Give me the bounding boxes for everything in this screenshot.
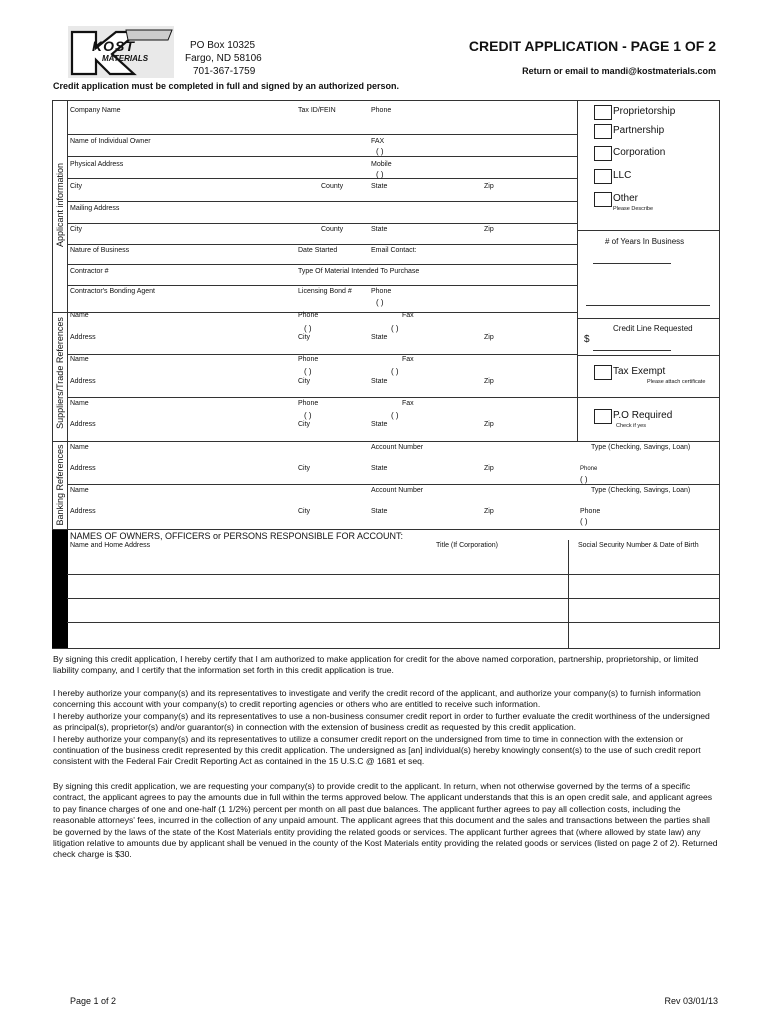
bank2-city-label: City [298, 508, 311, 515]
phone2-area-code[interactable]: ( ) [376, 298, 384, 307]
supplier1-state-label: State [371, 334, 388, 341]
bank2-account-label: Account Number [371, 487, 424, 494]
label-county2: County [321, 226, 344, 233]
supplier1-phone-label: Phone [298, 312, 319, 319]
bank1-phone-label: Phone [580, 466, 598, 472]
bank2-address-label: Address [70, 508, 96, 515]
corporation-checkbox[interactable] [594, 146, 612, 161]
label-credit-line: Credit Line Requested [613, 324, 693, 333]
label-corporation: Corporation [613, 147, 666, 158]
supplier2-phone-area[interactable]: ( ) [304, 367, 312, 376]
section-label-banking: Banking References [55, 444, 65, 526]
company-logo [68, 26, 174, 78]
page-title: CREDIT APPLICATION - PAGE 1 OF 2 [468, 38, 716, 54]
label-city2: City [70, 226, 83, 233]
label-licensing-bond: Licensing Bond # [298, 288, 352, 295]
bank1-zip-label: Zip [484, 465, 494, 472]
label-city: City [70, 183, 83, 190]
supplier3-phone-label: Phone [298, 400, 319, 407]
label-zip: Zip [484, 183, 494, 190]
address-line2: Fargo, ND 58106 [185, 53, 262, 64]
supplier1-fax-area[interactable]: ( ) [391, 324, 399, 333]
bank1-account-label: Account Number [371, 444, 424, 451]
fax-area-code[interactable]: ( ) [376, 147, 384, 156]
other-note: Please Describe [613, 206, 654, 212]
tax-exempt-note: Please attach certificate [647, 379, 706, 385]
bank2-phone-area[interactable]: ( ) [580, 517, 588, 526]
bank2-zip-label: Zip [484, 508, 494, 515]
legal-p3: I hereby authorize your company(s) and its representatives to use a non-business consumer credit report in order to further evaluate the credit worthiness of the undersigned as principal(s), proprietor(s) and/or guarantor(s) in connection with the extension of business credit as requested by this credit application. [53, 710, 710, 733]
label-material-type: Type Of Material Intended To Purchase [298, 268, 420, 275]
supplier2-fax-label: Fax [402, 356, 414, 363]
footer-rev: Rev 03/01/13 [664, 996, 718, 1006]
label-state2: State [371, 226, 388, 233]
label-zip2: Zip [484, 226, 494, 233]
bank1-type-label: Type (Checking, Savings, Loan) [591, 444, 691, 451]
partnership-checkbox[interactable] [594, 124, 612, 139]
bank1-phone-area[interactable]: ( ) [580, 475, 588, 484]
label-state: State [371, 183, 388, 190]
supplier2-phone-label: Phone [298, 356, 319, 363]
legal-paragraph-1 [53, 654, 721, 677]
bank1-state-label: State [371, 465, 388, 472]
logo-text-bottom: MATERIALS [102, 54, 149, 63]
label-nature: Nature of Business [70, 247, 130, 254]
label-physical-address: Physical Address [70, 161, 124, 168]
owner-row[interactable] [68, 552, 568, 573]
section-label-applicant: Applicant information [55, 162, 65, 248]
label-mailing-address: Mailing Address [70, 205, 120, 212]
label-tax-id: Tax ID/FEIN [298, 107, 336, 114]
legal-p1: By signing this credit application, I hereby certify that I am authorized to make application for credit for the above named corporation, partnership, proprietorship, or limited liability company, and I certify that the information set forth in this credit application is true. [53, 654, 699, 676]
bank2-phone-label: Phone [580, 508, 601, 515]
llc-checkbox[interactable] [594, 169, 612, 184]
logo-text-top: KOST [92, 38, 135, 54]
owners-col-ssn: Social Security Number & Date of Birth [578, 542, 699, 549]
owner-row[interactable] [68, 623, 568, 647]
label-po-required: P.O Required [613, 410, 673, 421]
supplier2-zip-label: Zip [484, 378, 494, 385]
owner-row[interactable] [68, 599, 568, 621]
address-line3: 701-367-1759 [193, 66, 256, 77]
label-contractor-no: Contractor # [70, 268, 109, 275]
legal-p4: I hereby authorize your company(s) and its representatives to utilize a consumer credit report on the undersigned from time to time in connection with the extension or continuation of the business credit represented by this credit application. The undersigned as [an] individual(s) hereby knowingly consent(s) to the use of such credit report consistent with the Federal Fair Credit Reporting Act as contained in the 15 U.S.C @ 1681 et seq. [53, 733, 701, 767]
supplier3-phone-area[interactable]: ( ) [304, 411, 312, 420]
label-phone2: Phone [371, 288, 392, 295]
supplier1-name-label: Name [70, 312, 89, 319]
label-llc: LLC [613, 170, 632, 181]
other-checkbox[interactable] [594, 192, 612, 207]
bank2-state-label: State [371, 508, 388, 515]
address-line1: PO Box 10325 [190, 40, 256, 51]
label-county: County [321, 183, 344, 190]
supplier1-address-label: Address [70, 334, 96, 341]
label-date-started: Date Started [298, 247, 338, 254]
bank2-type-label: Type (Checking, Savings, Loan) [591, 487, 691, 494]
supplier1-zip-label: Zip [484, 334, 494, 341]
supplier2-name-label: Name [70, 356, 89, 363]
label-fax: FAX [371, 138, 385, 145]
section-label-suppliers: Suppliers/Trade References [55, 317, 65, 429]
supplier2-city-label: City [298, 378, 311, 385]
label-owner: Name of Individual Owner [70, 138, 151, 145]
owners-side-bar [52, 530, 68, 648]
years-in-business-line[interactable] [593, 263, 671, 264]
bank1-city-label: City [298, 465, 311, 472]
po-required-checkbox[interactable] [594, 409, 612, 424]
return-email: Return or email to mandi@kostmaterials.com [522, 66, 716, 76]
legal-p5: By signing this credit application, we are requesting your company(s) to provide credit to the applicant. In return, when not otherwise governed by the terms of a specific contract, the applicant agrees to pay the amounts due in full within the terms approved below. The applicant understands that this is an open credit sale, and applicant agrees to pay finance charges of one and one-half (1 1/2%) percent per month on all past due balances. The applicant further agrees to pay all collection costs, including the reasonable attorneys' fees, incurred in the collection of any unpaid amount. The applicant agrees that this document and the sales and transactions between the parties shall be governed by the laws of the state of the Kost Materials entity providing the related goods or services. The applicant further agrees that (where allowed by state law) any litigation relative to amounts due by applicant shall be venued in the county of the Kost Materials entity providing the related goods or services (listed on page 2 of 2). Returned check charge is $30. [53, 781, 718, 860]
tax-exempt-checkbox[interactable] [594, 365, 612, 380]
label-bonding-agent: Contractor's Bonding Agent [70, 288, 156, 295]
supplier2-state-label: State [371, 378, 388, 385]
label-email-contact: Email Contact: [371, 247, 417, 254]
supplier2-address-label: Address [70, 378, 96, 385]
supplier3-fax-label: Fax [402, 400, 414, 407]
label-other: Other [613, 193, 639, 204]
owner-row[interactable] [68, 575, 568, 597]
label-proprietorship: Proprietorship [613, 106, 676, 117]
owners-col-name: Name and Home Address [70, 542, 151, 549]
supplier1-fax-label: Fax [402, 312, 414, 319]
label-years-in-business: # of Years In Business [605, 237, 685, 246]
proprietorship-checkbox[interactable] [594, 105, 612, 120]
supplier3-address-label: Address [70, 421, 96, 428]
legal-paragraph-5 [53, 781, 721, 861]
instruction-text: Credit application must be completed in full and signed by an authorized person. [53, 81, 400, 91]
label-tax-exempt: Tax Exempt [613, 366, 666, 377]
supplier3-state-label: State [371, 421, 388, 428]
po-note: Check if yes [616, 423, 646, 429]
supplier1-phone-area[interactable]: ( ) [304, 324, 312, 333]
legal-paragraph-2 [53, 688, 721, 768]
owners-col-title: Title (If Corporation) [436, 542, 498, 549]
bank2-name-label: Name [70, 487, 89, 494]
credit-line-dollar: $ [584, 334, 590, 345]
footer-page: Page 1 of 2 [70, 996, 117, 1006]
supplier3-zip-label: Zip [484, 421, 494, 428]
label-mobile: Mobile [371, 161, 392, 168]
owners-heading: NAMES OF OWNERS, OFFICERS or PERSONS RESPONSIBLE FOR ACCOUNT: [70, 531, 404, 541]
supplier3-city-label: City [298, 421, 311, 428]
legal-p2: I hereby authorize your company(s) and its representatives to investigate and verify the credit record of the applicant, and authorize your company(s) to furnish information concerning this account with your company(s) to credit reporting agencies or others who are entitled to receive such information. [53, 688, 701, 710]
supplier2-fax-area[interactable]: ( ) [391, 367, 399, 376]
bank1-name-label: Name [70, 444, 89, 451]
label-partnership: Partnership [613, 125, 665, 136]
bank1-address-label: Address [70, 465, 96, 472]
supplier1-city-label: City [298, 334, 311, 341]
label-company-name: Company Name [70, 107, 121, 114]
mobile-area-code[interactable]: ( ) [376, 170, 384, 179]
label-phone: Phone [371, 107, 392, 114]
supplier3-name-label: Name [70, 400, 89, 407]
credit-line-extra-line[interactable] [586, 305, 710, 306]
supplier3-fax-area[interactable]: ( ) [391, 411, 399, 420]
credit-line-input[interactable] [593, 350, 671, 351]
